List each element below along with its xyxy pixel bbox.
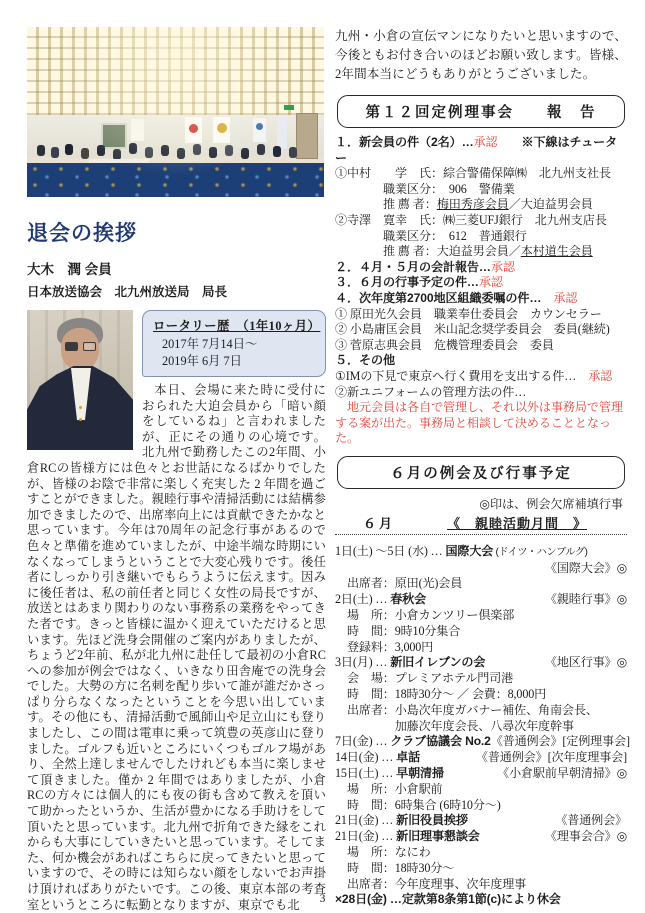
schedule-title-box: ６月の例会及び行事予定 bbox=[337, 456, 625, 489]
text-run: 承認 bbox=[473, 135, 498, 149]
text-run: 《地区行事》◎ bbox=[544, 655, 627, 670]
text-run: 場 所：なにわ bbox=[335, 845, 431, 860]
schedule-line-left bbox=[335, 798, 501, 814]
schedule-line-left bbox=[335, 640, 433, 656]
text-run: ２．４月・５月の会計報告… bbox=[335, 259, 491, 274]
text-run: 《普通例会》 bbox=[555, 813, 627, 828]
text-run: 梅田秀彦会員 bbox=[436, 197, 509, 212]
text-run: 本村道生会員 bbox=[520, 244, 593, 259]
report-line bbox=[335, 135, 627, 166]
text-run: 出席者：原田(光)会員 bbox=[335, 576, 463, 591]
text-run: 職業区分： 612 普通銀行 bbox=[335, 228, 527, 243]
schedule-note: ◎印は、例会欠席補填行事 bbox=[479, 496, 623, 511]
text-run: (ドイツ・ハンブルグ) bbox=[493, 546, 588, 558]
report-line bbox=[335, 197, 627, 213]
report-line bbox=[335, 166, 627, 182]
text-run: 《親睦行事》◎ bbox=[544, 592, 627, 607]
text-run: 時 間：9時10分集合 bbox=[335, 623, 461, 638]
text-run: ① 原田光久会員 職業奉仕委員会 カウンセラー bbox=[335, 306, 602, 321]
text-run: 15日(土) … bbox=[335, 766, 397, 781]
page-number: 3 bbox=[319, 893, 326, 905]
schedule-theme: 《 親睦活動月間 》 bbox=[447, 515, 588, 531]
text-run: ※下線はチューター bbox=[335, 135, 618, 165]
schedule-line bbox=[335, 766, 627, 782]
schedule-line bbox=[335, 703, 627, 719]
text-run: 承認 bbox=[588, 368, 613, 383]
member-affiliation: 日本放送協会 北九州放送局 局長 bbox=[27, 285, 228, 299]
portrait-glasses bbox=[65, 342, 78, 351]
schedule-line-left bbox=[335, 829, 480, 845]
text-run: 出席者：小島次年度ガバナー補佐、角南会長、 bbox=[335, 702, 598, 717]
text-run: ①IMの下見で東京へ行く費用を支出する件… bbox=[335, 368, 589, 383]
text-run: 新旧イレブンの会 bbox=[390, 655, 486, 670]
portrait-glasses bbox=[83, 342, 96, 351]
report-line bbox=[335, 291, 627, 307]
schedule-line bbox=[335, 561, 627, 577]
report-line bbox=[335, 322, 627, 338]
text-run: ② 小島庸匡会員 米山記念奨学委員会 委員(継続) bbox=[335, 322, 610, 337]
text-run: ①中村 学 氏：綜合警備保障㈱ 北九州支社長 bbox=[335, 166, 611, 181]
report-line bbox=[335, 229, 627, 245]
text-run: 会 場：プレミアホテル門司港 bbox=[335, 671, 514, 686]
text-run: 2日(土) … bbox=[335, 592, 391, 607]
text-run: 推 薦 者：大迫益男会員／ bbox=[335, 244, 521, 259]
text-run: 新旧役員挨拶 bbox=[396, 813, 468, 828]
schedule-line-left bbox=[335, 877, 526, 893]
schedule-line-left bbox=[335, 608, 514, 624]
schedule-line bbox=[335, 829, 627, 845]
schedule-line-left bbox=[335, 734, 630, 750]
schedule-line bbox=[335, 782, 627, 798]
schedule-line-tag bbox=[545, 655, 627, 671]
schedule-line-left bbox=[335, 687, 546, 703]
text-run: 場 所：小倉駅前 bbox=[335, 781, 443, 796]
text-run: ３．６月の行事予定の件… bbox=[335, 275, 479, 290]
left-column bbox=[27, 27, 326, 913]
schedule-line-left bbox=[335, 624, 460, 640]
report-line bbox=[335, 260, 627, 276]
member-portrait-photo bbox=[27, 310, 133, 450]
text-run: 《普通例会》[定例理事会] bbox=[490, 734, 630, 749]
text-run: 14日(金) … bbox=[335, 750, 397, 765]
photo-light-glow bbox=[27, 27, 324, 197]
schedule-line-left bbox=[335, 576, 462, 592]
schedule-line bbox=[335, 592, 627, 608]
board-report-title-box: 第１２回定例理事会 報 告 bbox=[337, 95, 625, 128]
report-line bbox=[335, 275, 627, 291]
schedule-line bbox=[335, 608, 627, 624]
schedule-line bbox=[335, 750, 627, 766]
rotary-history-title: ロータリー歴 （1年10ヶ月） bbox=[153, 319, 321, 333]
schedule-line bbox=[335, 544, 627, 561]
schedule-line-tag bbox=[545, 561, 627, 577]
text-run: 場 所：小倉カンツリー倶楽部 bbox=[335, 608, 515, 623]
report-line bbox=[335, 400, 627, 447]
schedule-line bbox=[335, 719, 627, 735]
schedule-line bbox=[335, 845, 627, 861]
schedule-line bbox=[335, 671, 627, 687]
text-run: 時 間：6時集合 (6時10分～) bbox=[335, 797, 501, 812]
text-run: 推 薦 者： bbox=[335, 197, 437, 212]
text-run: 春秋会 bbox=[390, 592, 427, 607]
schedule-line-left bbox=[335, 861, 454, 877]
rotary-history-to: 2019年 6月 7日 bbox=[162, 354, 242, 368]
schedule-line bbox=[335, 813, 627, 829]
report-line bbox=[335, 353, 627, 369]
text-run: 3日(月) … bbox=[335, 655, 391, 670]
report-line bbox=[335, 369, 627, 385]
farewell-article bbox=[27, 310, 326, 913]
schedule-line-left bbox=[335, 782, 443, 798]
farewell-body-text: 本日、会場に来た時に受付におられた大迫会員から「暗い顔をしているね」と言われましたが、正にその通りの心境です。北九州で勤務したこの2年間、小倉RCの皆様方には色々とお世話になるばかりでしたが、皆様のお陰で非常に楽しく充実した 2 年間を過ごすことができました。親睦行事や清掃活動には結構参加できましたので、出席率向上には貢献できたかなと思っています。今年は70周年の記念行事があるので色々と準備を進めていましたが、中途半端な時期にいなくなってしまうということで大変心残りです。後任者にしっかり引き継いでもらうように伝えます。因みに後任者は、私の前任者と同じく女性の局長ですが、放送とはあまり関わりのない事務系の業務をやってきた者です。きっと皆様に温かく迎えていただけると思います。先ほど洗身会開催のご案内がありましたが、ちょうど2年前、私が北九州に赴任して最初の小倉RCへの参加が例会ではなく、いきなり田舎庵での洗身会でした。大勢の方に名刺を配り歩いて誰が誰だかさっぱり分らなくなったということを今思い出しています。その他にも、清掃活動で風師山や足立山にも登りましたし、この間は電車に乗って筑豊の英彦山に登りました。ゴルフも近いところにいくつもゴルフ場があり、全然上達しませんでしたけれども本当に楽しませて頂きました。僅か 2 年間ではありましたが、小倉RCの方々には個人的にも夜の街も含めて教えを頂いて助かったというか、生活が豊かになる手助けをして頂いたと思っています。北九州で折角できた縁をこれからも大事にしていきたいと思っています。そしてまた、何か機会があればこちらに戻ってきたいと思っていますので、その時には知らない顔をしないでお声掛け頂ければありがたいです。この後、東京本部の考査室というところに転勤となりますが、東京でも北 bbox=[27, 383, 326, 912]
board-report-list bbox=[335, 135, 627, 447]
text-run: 《普通例会》[次年度理事会] bbox=[475, 750, 627, 765]
text-run: 承認 bbox=[478, 275, 503, 290]
text-run: ／大迫益男会員 bbox=[508, 197, 593, 212]
text-run: ４．次年度第2700地区組織委嘱の件… bbox=[335, 290, 554, 305]
schedule-line bbox=[335, 640, 627, 656]
schedule-line bbox=[335, 624, 627, 640]
schedule-line-left bbox=[335, 719, 574, 735]
text-run: 地元会員は各自で管理し、それ以外は事務局で管理する案が出た。事務局と相談して決めることとなった。 bbox=[335, 400, 623, 446]
text-run: 承認 bbox=[490, 259, 515, 274]
schedule-line-tag bbox=[497, 766, 627, 782]
schedule-line-left bbox=[335, 544, 587, 561]
text-run: 《小倉駅前早朝清掃》◎ bbox=[497, 766, 627, 781]
schedule-line bbox=[335, 798, 627, 814]
text-run: 21日(金) … bbox=[335, 829, 397, 844]
schedule-line-left bbox=[335, 845, 431, 861]
schedule-line-left bbox=[335, 703, 598, 719]
member-name: 大木 潤 会員 bbox=[27, 262, 112, 277]
schedule-line bbox=[335, 687, 627, 703]
text-run: 時 間：18時30分～ ／ 会費：8,000円 bbox=[335, 687, 547, 702]
text-run: 卓話 bbox=[396, 750, 421, 765]
rotary-history-box bbox=[142, 310, 326, 377]
report-line bbox=[335, 385, 627, 401]
text-run: 国際大会 bbox=[445, 543, 494, 558]
schedule-line-left bbox=[335, 592, 426, 608]
text-run: 時 間：18時30分～ bbox=[335, 860, 455, 875]
report-line bbox=[335, 307, 627, 323]
report-line bbox=[335, 338, 627, 354]
schedule-line-tag bbox=[545, 592, 627, 608]
text-run: ×28日(金) …定款第8条第1節(c)により休会 bbox=[335, 892, 561, 907]
text-run: ５．その他 bbox=[335, 353, 395, 368]
rotary-history-inner bbox=[142, 310, 326, 377]
schedule-month-line bbox=[335, 512, 627, 535]
report-line bbox=[335, 213, 627, 229]
schedule-line-left bbox=[335, 813, 468, 829]
schedule-line-left bbox=[335, 671, 513, 687]
text-run: 7日(金) … bbox=[335, 734, 391, 749]
text-run: 早朝清掃 bbox=[396, 766, 444, 781]
schedule-line-tag bbox=[555, 813, 627, 829]
farewell-closing-text: 九州・小倉の宣伝マンになりたいと思いますので、今後ともお付き合いのほどお願い致します。皆様、2年間本当にどうもありがとうございました。 bbox=[335, 29, 627, 81]
schedule-line bbox=[335, 861, 627, 877]
schedule-line-left bbox=[335, 766, 444, 782]
report-line bbox=[335, 182, 627, 198]
text-run: 1日(土) ～5日 (水) … bbox=[335, 543, 446, 558]
report-line bbox=[335, 244, 627, 260]
schedule-line-tag bbox=[545, 829, 627, 845]
schedule-list bbox=[335, 543, 630, 908]
text-run: ②寺澤 寛幸 氏：㈱三菱UFJ銀行 北九州支店長 bbox=[335, 212, 607, 227]
right-column bbox=[335, 27, 630, 913]
rotary-history-from: 2017年 7月14日～ bbox=[162, 337, 258, 351]
portrait-buttons bbox=[79, 406, 82, 409]
text-run: 職業区分： 906 警備業 bbox=[335, 181, 515, 196]
section-heading-farewell: 退会の挨拶 bbox=[27, 222, 137, 245]
schedule-line-tag bbox=[476, 750, 627, 766]
text-run: 加藤次年度会長、八尋次年度幹事 bbox=[335, 718, 574, 733]
club-meeting-photo bbox=[27, 27, 324, 197]
schedule-line-left bbox=[335, 750, 420, 766]
text-run: ③ 菅原志典会員 危機管理委員会 委員 bbox=[335, 337, 554, 352]
schedule-month: ６月 bbox=[363, 515, 396, 531]
text-run: 出席者：今年度理事、次年度理事 bbox=[335, 876, 527, 891]
schedule-line-left bbox=[335, 655, 485, 671]
schedule-line bbox=[335, 655, 627, 671]
text-run: ②新ユニフォームの管理方法の件… bbox=[335, 384, 527, 399]
schedule-line bbox=[335, 877, 627, 893]
text-run: 《理事会合》◎ bbox=[544, 829, 627, 844]
text-run: 承認 bbox=[553, 290, 578, 305]
text-run: 登録料：3,000円 bbox=[335, 639, 434, 654]
text-run: 《国際大会》◎ bbox=[544, 560, 627, 575]
text-run: 新旧理事懇談会 bbox=[396, 829, 480, 844]
text-run: クラブ協議会 No.2 bbox=[390, 734, 491, 749]
schedule-line bbox=[335, 734, 630, 750]
schedule-line bbox=[335, 576, 627, 592]
text-run: １．新会員の件（2名）… bbox=[335, 135, 474, 149]
text-run: 21日(金) … bbox=[335, 813, 397, 828]
